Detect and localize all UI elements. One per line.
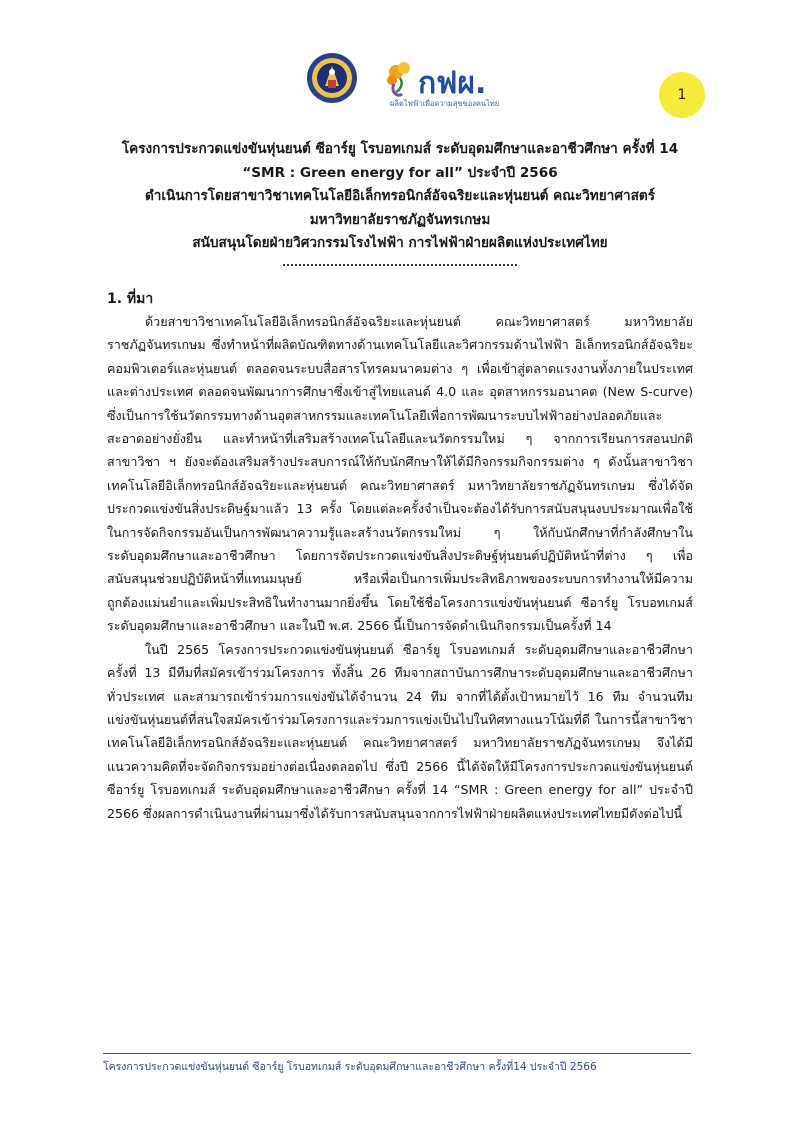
paragraph-line: ถูกต้องแม่นยำและเพิ่มประสิทธิในทำงานมากยิ่งขึ้น โดยใช้ชื่อโครงการแข่งขันหุ่นยนต์ ซีอาร์ยู โรบอทเกมส์ [107,594,693,610]
footer-divider [103,1053,691,1054]
paragraph-line: แข่งขันหุ่นยนต์ที่สนใจสมัครเข้าร่วมโครงการและร่วมการแข่งเป็นไปในทิศทางแนวโน้มที่ดี ในการนี้สาขาวิชา [107,711,693,727]
paragraph-line: และต่างประเทศ ตลอดจนพัฒนาการศึกษาซึ่งเข้าสู่ไทยแลนด์ 4.0 และ อุตสาหกรรมอนาคต (New S-curve) [107,384,693,400]
title-line-1: โครงการประกวดแข่งขันหุ่นยนต์ ซีอาร์ยู โรบอทเกมส์ ระดับอุดมศึกษาและอาชีวศึกษา ครั้งที่ 14 [121,141,679,157]
paragraph-line: 2566 ซึ่งผลการดำเนินงานที่ผ่านมาซึ่งได้รับการสนับสนุนจากการไฟฟ้าฝ่ายผลิตแห่งประเทศไทยมีดังต่อไปนี้ [107,805,683,821]
egat-logo [380,58,510,110]
paragraph-line: ราชภัฏจันทรเกษม ซึ่งทำหน้าที่ผลิตบัณฑิตทางด้านเทคโนโลยีและวิศวกรรมด้านไฟฟ้า อิเล็กทรอนิกส์อัจฉริยะ [107,337,693,353]
title-line-5: สนับสนุนโดยฝ่ายวิศวกรรมโรงไฟฟ้า การไฟฟ้าฝ่ายผลิตแห่งประเทศไทย [192,235,608,251]
paragraph-line: ซึ่งเป็นการใช้นวัตกรรมทางด้านอุตสาหกรรมและเทคโนโลยีเพื่อการพัฒนาระบบไฟฟ้าอย่างปลอดภัยและ [107,407,663,423]
page-number-badge: 1 [659,72,705,118]
paragraph-line: ด้วยสาขาวิชาเทคโนโลยีอิเล็กทรอนิกส์อัจฉริยะและหุ่นยนต์ คณะวิทยาศาสตร์ มหาวิทยาลัย [145,314,693,329]
paragraph-line: ครั้งที่ 13 มีทีมที่สมัครเข้าร่วมโครงการ ทั้งสิ้น 26 ทีมจากสถาบันการศึกษาระดับอุดมศึกษาและอาชีวศึกษา [107,665,693,681]
paragraph-line: ในการจัดกิจกรรมอันเป็นการพัฒนาความรู้และสร้างนวัตกรรมใหม่ ๆ ให้กับนักศึกษาที่กำลังศึกษาใน [107,524,693,540]
paragraph-line: คอมพิวเตอร์และหุ่นยนต์ ตลอดจนระบบสื่อสารโทรคมนาคมต่าง ๆ เพื่อเข้าสู่ตลาดแรงงานทั้งภายในประเทศ [107,360,693,376]
paragraph-line: แนวความคิดที่จะจัดกิจกรรมอย่างต่อเนื่องตลอดไป ซึ่งปี 2566 นี้ได้จัดให้มีโครงการประกวดแข่งขันหุ่นยนต์ [107,758,693,774]
document-title [90,138,710,256]
paragraph-line: ระดับอุดมศึกษาและอาชีวศึกษา โดยการจัดประกวดแข่งขันสิ่งประดิษฐ์หุ่นยนต์ปฏิบัติหน้าที่ต่าง ๆ เพื่อ [107,548,693,564]
paragraph-line: ระดับอุดมศึกษาและอาชีวศึกษา และในปี พ.ศ. 2566 นี้เป็นการจัดดำเนินกิจกรรมเป็นครั้งที่ 14 [107,618,612,634]
section-heading: 1. ที่มา [107,291,154,307]
paragraph-line: ในปี 2565 โครงการประกวดแข่งขันหุ่นยนต์ ซีอาร์ยู โรบอทเกมส์ ระดับอุดมศึกษาและอาชีวศึกษา [145,641,693,657]
paragraph-line: สะอาดอย่างยั่งยืน และทำหน้าที่เสริมสร้างเทคโนโลยีและนวัตกรรมใหม่ ๆ จากการเรียนการสอนปกติ [107,431,693,447]
dotted-divider [283,260,517,266]
title-line-3: ดำเนินการโดยสาขาวิชาเทคโนโลยีอิเล็กทรอนิกส์อัจฉริยะและหุ่นยนต์ คณะวิทยาศาสตร์ [144,188,656,204]
paragraph-line: ประกวดแข่งขันสิ่งประดิษฐ์มาแล้ว 13 ครั้ง โดยแต่ละครั้งจำเป็นจะต้องได้รับการสนับสนุนงบประมาณเพื่อใช้ [107,501,693,517]
egat-logo-word: กฟผ. [418,66,487,101]
title-line-4: มหาวิทยาลัยราชภัฏจันทรเกษม [309,211,491,228]
body-text [107,305,693,825]
paragraph-line: สนับสนุนช่วยปฏิบัติหน้าที่แทนมนุษย์ หรือเพื่อเป็นการเพิ่มประสิทธิภาพของระบบการทำงานให้มีความ [107,571,693,587]
university-seal-logo [306,52,358,104]
paragraph-line: ทั่วประเทศ และสามารถเข้าร่วมการแข่งขันได้จำนวน 24 ทีม จากที่ได้ตั้งเป้าหมายไว้ 16 ทีม จำนวนทีม [107,688,693,704]
title-line-2: “SMR : Green energy for all” ประจำปี 2566 [242,164,558,181]
paragraph-line: ซีอาร์ยู โรบอทเกมส์ ระดับอุดมศึกษาและอาชีวศึกษา ครั้งที่ 14 “SMR : Green energy for all” ประจำปี [107,782,693,798]
paragraph-line: เทคโนโลยีอิเล็กทรอนิกส์อัจฉริยะและหุ่นยนต์ คณะวิทยาศาสตร์ มหาวิทยาลัยราชภัฏจันทรเกษม ซึ่งได้จัด [107,477,693,493]
paragraph-line: สาขาวิชา ฯ ยังจะต้องเสริมสร้างประสบการณ์ให้กับนักศึกษาให้ได้มีกิจกรรมกิจกรรมต่าง ๆ ดังนั้นสาขาวิชา [107,454,693,470]
egat-tagline: ผลิตไฟฟ้าเพื่อความสุขของคนไทย [390,99,500,108]
paragraph-line: เทคโนโลยีอิเล็กทรอนิกส์อัจฉริยะและหุ่นยนต์ คณะวิทยาศาสตร์ มหาวิทยาลัยราชภัฏจันทรเกษม จึงได้มี [107,735,693,751]
footer-text: โครงการประกวดแข่งขันหุ่นยนต์ ซีอาร์ยู โรบอทเกมส์ ระดับอุดมศึกษาและอาชีวศึกษา ครั้งที่14 ประจำปี 2566 [103,1061,597,1073]
